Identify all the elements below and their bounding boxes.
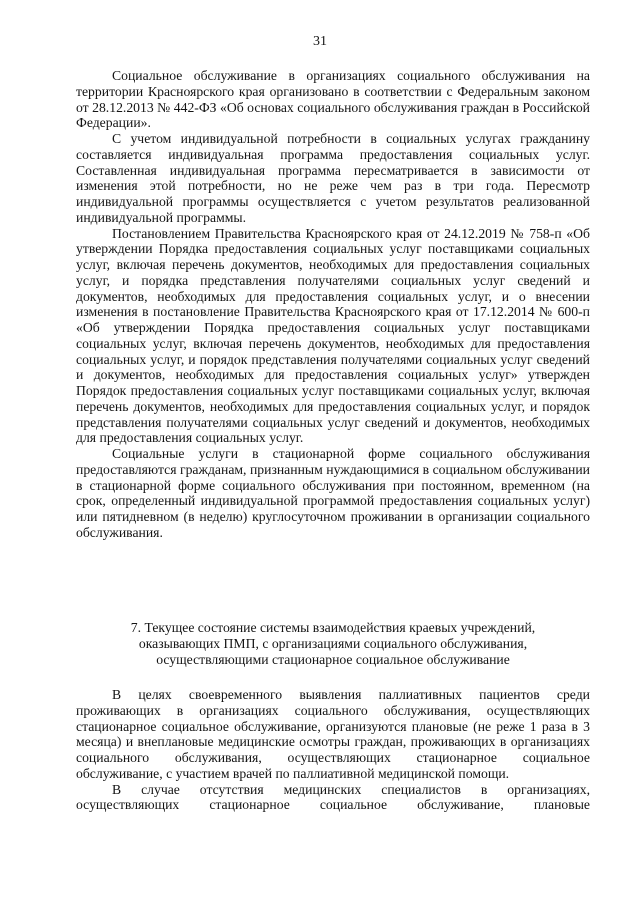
section-heading-line: 7. Текущее состояние системы взаимодействия краевых учреждений, [130, 620, 536, 635]
page-number: 31 [313, 34, 327, 49]
section-heading [76, 620, 590, 668]
body-text-top [76, 68, 590, 541]
paragraph-resolution: Постановлением Правительства Красноярского края от 24.12.2019 № 758-п «Об утверждении Порядка предоставления социальных услуг поставщиками социальных услуг, включая перечень документов, необходимых для предоставления социальных услуг, и порядка представления получателями социальных услуг сведений и документов, необходимых для предоставления социальных услуг, и о внесении изменения в постановление Правительства Красноярского края от 17.12.2014 № 600-п «Об утверждении Порядка предоставления социальных услуг поставщиками социальных услуг, включая перечень документов, необходимых для предоставления социальных услуг, и порядок представления получателями социальных услуг сведений и документов, необходимых для предоставления социальных услуг» утвержден Порядок предоставления социальных услуг поставщиками социальных услуг, включая перечень документов, необходимых для предоставления социальных услуг, и порядок представления получателями социальных услуг сведений и документов, необходимых для предоставления социальных услуг. [76, 225, 590, 446]
section-heading-line: оказывающих ПМП, с организациями социального обслуживания, [138, 636, 528, 651]
body-text-bottom [76, 687, 590, 813]
paragraph-individual-program: С учетом индивидуальной потребности в социальных услугах гражданину составляется индивидуальная программа предоставления социальных услуг. Составленная индивидуальная программа пересматривается в зависимости от изменения этой потребности, но не реже чем раз в три года. Пересмотр индивидуальной программы осуществляется с учетом результатов реализованной индивидуальной программы. [76, 131, 590, 225]
paragraph-absence-of-specialists: В случае отсутствия медицинских специалистов в организациях, осуществляющих стационарное социальное обслуживание, плановые [76, 781, 590, 813]
section-heading-line: осуществляющими стационарное социальное обслуживание [156, 652, 510, 667]
paragraph-inpatient-services: Социальные услуги в стационарной форме социального обслуживания предоставляются гражданам, признанным нуждающимися в социальном обслуживании в стационарной форме социального обслуживания при постоянном, временном (на срок, определенный индивидуальной программой предоставления социальных услуг) или пятидневном (в неделю) круглосуточном проживании в организации социального обслуживания. [76, 446, 590, 540]
paragraph-palliative-detection: В целях своевременного выявления паллиативных пациентов среди проживающих в организациях социального обслуживания, осуществляющих стационарное социальное обслуживание, организуются плановые (не реже 1 раза в 3 месяца) и внеплановые медицинские осмотры граждан, проживающих в организациях социального обслуживания, осуществляющих стационарное социальное обслуживание, с участием врачей по паллиативной медицинской помощи. [76, 687, 590, 781]
paragraph-social-service-law: Социальное обслуживание в организациях социального обслуживания на территории Красноярского края организовано в соответствии с Федеральным законом от 28.12.2013 № 442-ФЗ «Об основах социального обслуживания граждан в Российской Федерации». [76, 68, 590, 131]
